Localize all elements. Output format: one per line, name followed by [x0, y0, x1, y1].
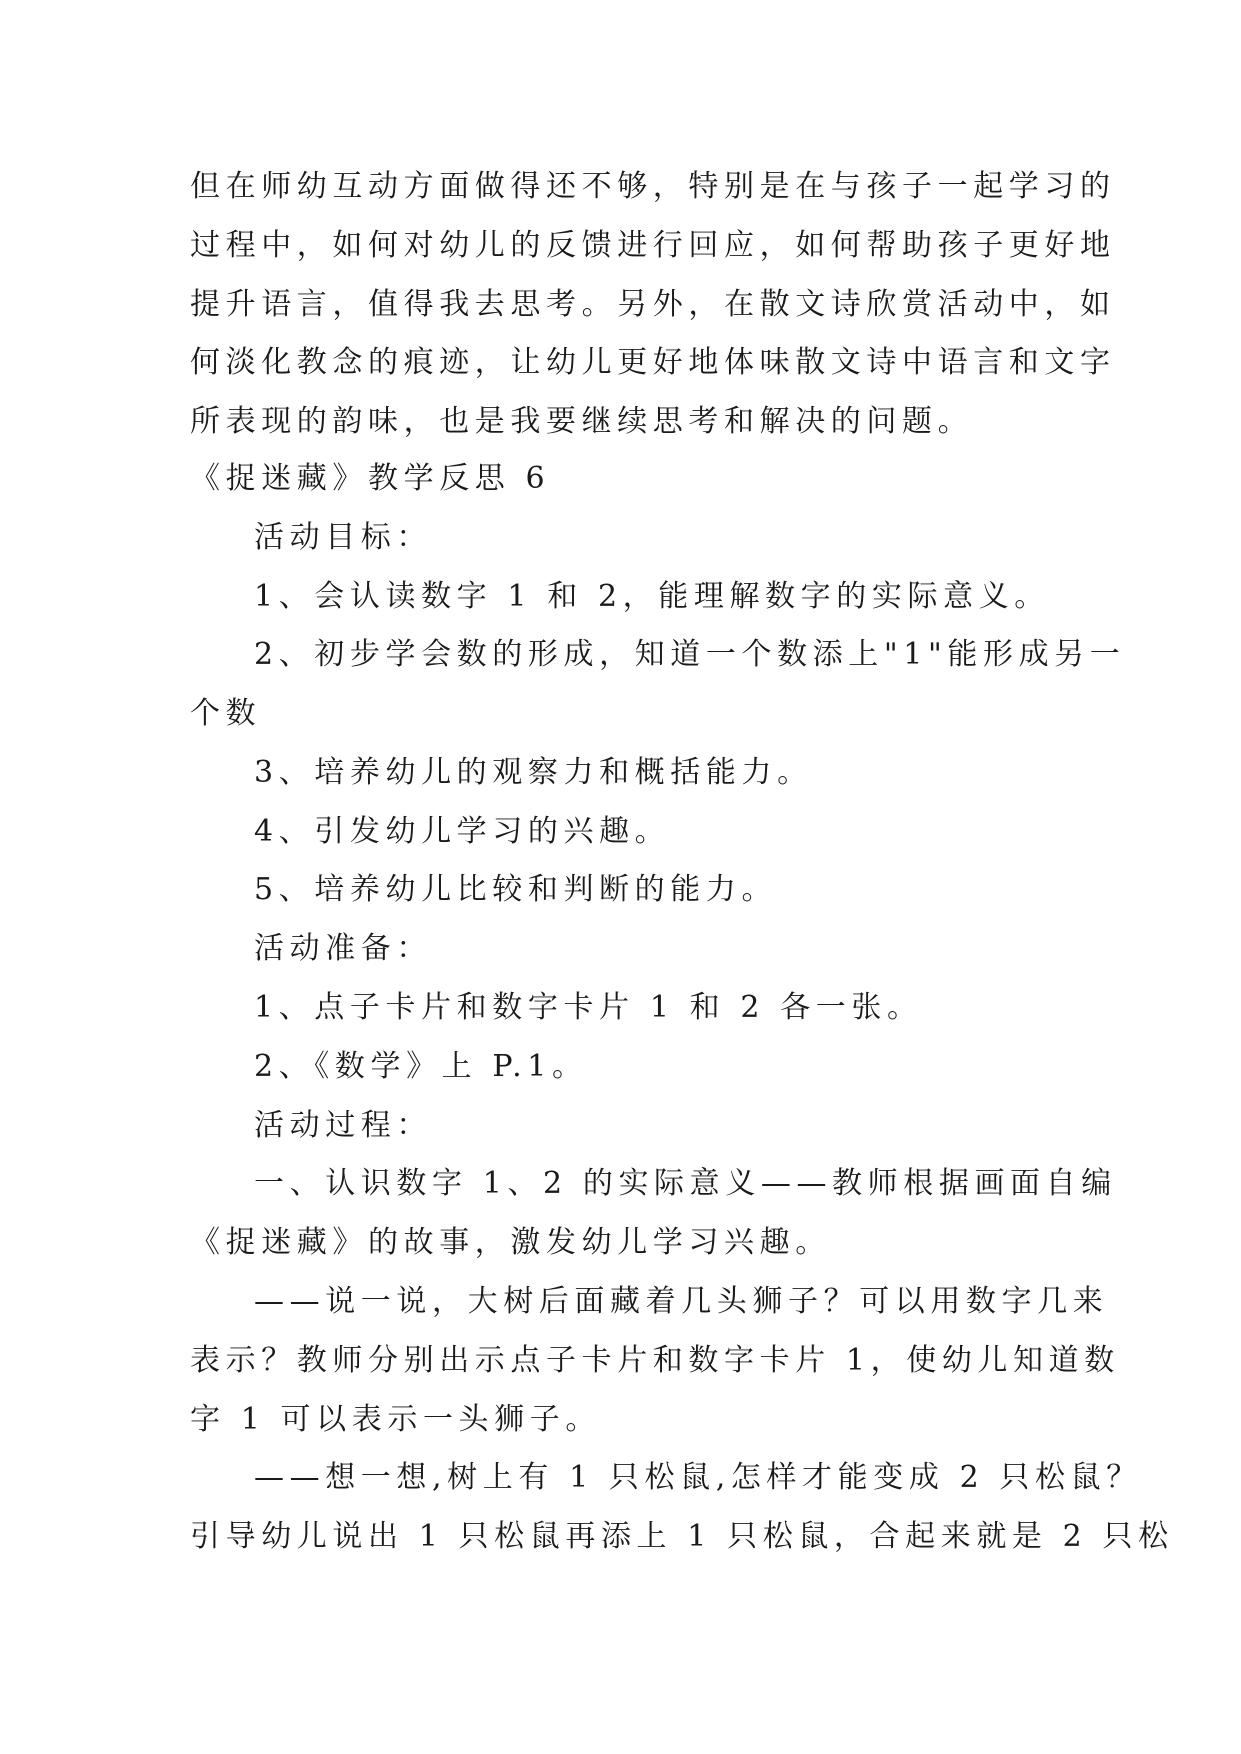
list-item: 5、培养幼儿比较和判断的能力。 [254, 872, 778, 907]
list-item: 4、引发幼儿学习的兴趣。 [254, 814, 671, 849]
list-item: 3、培养幼儿的观察力和概括能力。 [254, 755, 813, 790]
list-item-continuation: 个数 [190, 696, 262, 731]
list-item: 1、会认读数字 1 和 2，能理解数字的实际意义。 [254, 579, 1050, 614]
list-item: 2、初步学会数的形成，知道一个数添上"1"能形成另一 [254, 637, 1126, 672]
paragraph-line: 字 1 可以表示一头狮子。 [190, 1402, 601, 1437]
paragraph-line: 何淡化教念的痕迹，让幼儿更好地体味散文诗中语言和文字 [190, 345, 1116, 380]
paragraph-line: 一、认识数字 1、2 的实际意义——教师根据画面自编 [254, 1166, 1117, 1201]
paragraph-line: ——想一想,树上有 1 只松鼠,怎样才能变成 2 只松鼠？ [254, 1460, 1142, 1495]
paragraph-line: 《捉迷藏》的故事，激发幼儿学习兴趣。 [190, 1225, 831, 1260]
list-item: 2、《数学》上 P.1。 [254, 1049, 588, 1084]
paragraph-line: ——说一说，大树后面藏着几头狮子？可以用数字几来 [254, 1284, 1109, 1319]
paragraph-line: 引导幼儿说出 1 只松鼠再添上 1 只松鼠，合起来就是 2 只松 [190, 1519, 1174, 1554]
subheading-goals: 活动目标： [254, 520, 432, 555]
paragraph-line: 表示？教师分别出示点子卡片和数字卡片 1，使幼儿知道数 [190, 1343, 1120, 1378]
paragraph-line: 过程中，如何对幼儿的反馈进行回应，如何帮助孩子更好地 [190, 228, 1116, 263]
list-item: 1、点子卡片和数字卡片 1 和 2 各一张。 [254, 990, 923, 1025]
section-heading: 《捉迷藏》教学反思 6 [190, 461, 551, 496]
paragraph-line: 提升语言，值得我去思考。另外，在散文诗欣赏活动中，如 [190, 287, 1116, 322]
subheading-preparation: 活动准备： [254, 931, 432, 966]
subheading-process: 活动过程： [254, 1108, 432, 1143]
paragraph-line: 所表现的韵味，也是我要继续思考和解决的问题。 [190, 404, 974, 439]
paragraph-line: 但在师幼互动方面做得还不够，特别是在与孩子一起学习的 [190, 169, 1116, 204]
